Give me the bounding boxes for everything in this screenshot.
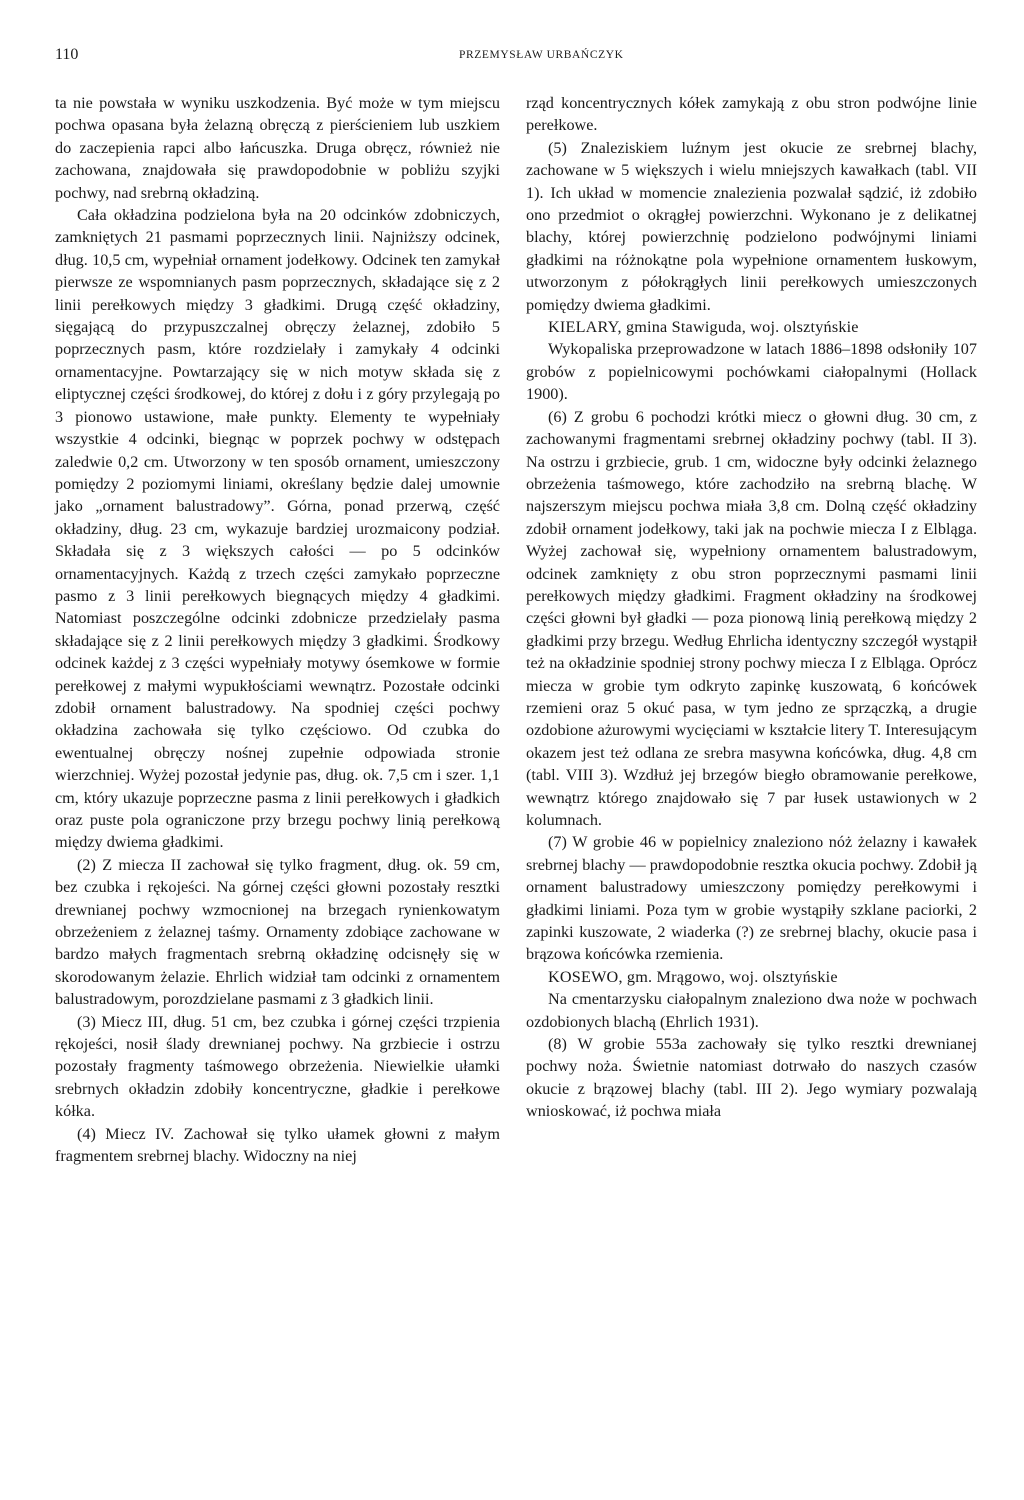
running-head (55, 46, 964, 70)
running-head-author: PRZEMYSŁAW URBAŃCZYK (459, 49, 624, 61)
paragraph: (8) W grobie 553a zachowały się tylko resztki drewnianej pochwy noża. Świetnie natomiast dotrwało do naszych czasów okucie z brązowej blachy (tabl. III 2). Jego wymiary pozwalają wnioskować, iż pochwa miała (526, 1035, 977, 1121)
paragraph: (4) Miecz IV. Zachował się tylko ułamek głowni z małym fragmentem srebrnej blachy. Widoczny na niej (55, 1124, 500, 1166)
paragraph: (5) Znaleziskiem luźnym jest okucie ze srebrnej blachy, zachowane w 5 większych i wielu mniejszych kawałkach (tabl. VII 1). Ich układ w momencie znalezienia pozwalał sądzić, iż zdobiło ono przedmiot o okrągłej powierzchni. Wykonano je z delikatnej blachy, której powierzchnię podzielono podwójnymi liniami gładkimi na różnokątne pola wypełnione ornamentem łuskowym, utworzonym z półokrągłych linii perełkowych umieszczonych pomiędzy dwiema gładkimi. (526, 138, 977, 314)
paragraph: (2) Z miecza II zachował się tylko fragment, dług. ok. 59 cm, bez czubka i rękojeści. Na górnej części głowni pozostały resztki drewnianej pochwy wzmocnionej na brzegach rynienkowatym obrzeżeniem z żelaznej taśmy. Ornamenty zdobiące zachowane w bardzo małych fragmentach srebrną okładzinę odcisnęły się w skorodowanym żelazie. Ehrlich widział tam odcinki z ornamentem balustradowym, porozdzielane pasmami z 3 gładkich linii. (55, 855, 500, 1009)
paragraph: (3) Miecz III, dług. 51 cm, bez czubka i górnej części trzpienia rękojeści, nosił ślady drewnianej pochwy. Na grzbiecie i ostrzu pozostały fragmenty taśmowego obrzeżenia. Niewielkie ułamki srebrnych okładzin zdobiły koncentryczne, gładkie i perełkowe kółka. (55, 1012, 500, 1121)
paragraph: rząd koncentrycznych kółek zamykają z obu stron podwójne linie perełkowe. (526, 94, 977, 135)
paragraph: ta nie powstała w wyniku uszkodzenia. Być może w tym miejscu pochwa opasana była żelazną obręczą z pierścieniem lub uszkiem do zaczepienia rapci albo łańcuszka. Druga obręcz, również nie zachowana, znajdowała się prawdopodobnie w pobliżu szyjki pochwy, nad srebrną okładziną. (55, 94, 500, 202)
paragraph: Na cmentarzysku ciałopalnym znaleziono dwa noże w pochwach ozdobionych blachą (Ehrlich 1931). (526, 990, 977, 1031)
page-number: 110 (55, 46, 79, 63)
site-heading-kosewo: KOSEWO, gm. Mrągowo, woj. olsztyńskie (548, 967, 838, 986)
paragraph: Wykopaliska przeprowadzone w latach 1886–1898 odsłoniły 107 grobów z popielnicowymi pochówkami ciałopalnymi (Hollack 1900). (526, 340, 977, 404)
paragraph: (6) Z grobu 6 pochodzi krótki miecz o głowni dług. 30 cm, z zachowanymi fragmentami srebrnej okładziny pochwy (tabl. II 3). Na ostrzu i grzbiecie, grub. 1 cm, widoczne były odcinki żelaznego obrzeżenia taśmowego, które zachodziło na srebrną blachę. W najszerszym miejscu pochwa miała 3,8 cm. Dolną część okładziny zdobił ornament jodełkowy, taki jak na pochwie miecza I z Elbląga. Wyżej zachował się, wypełniony ornamentem balustradowym, odcinek zamknięty z obu stron poprzecznymi pasmami linii perełkowych między gładkimi. Fragment okładziny na środkowej części głowni był gładki — poza pionową linią perełkową między 2 gładkimi przy brzegu. Według Ehrlicha identyczny szczegół wystąpił też na okładzinie spodniej strony pochwy miecza I z Elbląga. Oprócz miecza w grobie tym odkryto zapinkę kuszowatą, 6 końcówek rzemieni oraz 5 okuć pasa, w tym jedno ze sprzączką, a drugie ozdobione ażurowymi wycięciami w kształcie litery T. Interesującym okazem jest też odlana ze srebra masywna końcówka, dług. 4,8 cm (tabl. VIII 3). Wzdłuż jej brzegów biegło obramowanie perełkowe, wewnątrz którego znajdowało się 7 par łusek ustawionych w 2 kolumnach. (526, 407, 977, 829)
left-column (55, 92, 500, 1168)
paragraph: Cała okładzina podzielona była na 20 odcinków zdobniczych, zamkniętych 21 pasmami poprzecznych linii. Najniższy odcinek, dług. 10,5 cm, wypełniał ornament jodełkowy. Odcinek ten zamykał pierwsze ze wspomnianych pasm poprzecznych, składające się z 2 linii perełkowych między 3 gładkimi. Drugą część okładziny, sięgającą do przypuszczalnej obręczy żelaznej, zdobiło 5 poprzecznych pasm, które rozdzielały i zamykały 4 odcinki ornamentacyjne. Powtarzający się w nich motyw składa się z eliptycznej części środkowej, do której z dołu i z góry przylegają po 3 pionowo ustawione, małe punkty. Elementy te wypełniały wszystkie 4 odcinki, biegnąc w poprzek pochwy w odstępach zaledwie 0,2 cm. Utworzony w ten sposób ornament, umieszczony pomiędzy 2 poziomymi liniami, określany będzie dalej umownie jako „ornament balustradowy”. Górna, ponad przerwą, część okładziny, dług. 23 cm, wykazuje bardziej urozmaicony podział. Składała się z 3 większych całości — po 5 odcinków ornamentacyjnych. Każdą z trzech części zamykało poprzeczne pasmo z 3 linii perełkowych biegnących między 4 gładkimi. Natomiast poszczególne odcinki zdobnicze przedzielały pasma składające się z 2 linii perełkowych między 3 gładkimi. Środkowy odcinek każdej z 3 części wypełniały motywy ósemkowe w formie perełkowej z małymi wypukłościami wewnątrz. Pozostałe odcinki zdobił ornament balustradowy. Na spodniej części pochwy okładzina zachowała się tylko częściowo. Od czubka do ewentualnej obręczy nośnej zupełnie odpowiada stronie wierzchniej. Wyżej pozostał jedynie pas, dług. ok. 7,5 cm i szer. 1,1 cm, który ukazuje poprzeczne pasma z linii perełkowych i gładkich oraz puste pola ograniczone przy brzegu pochwy linią perełkową między dwiema gładkimi. (55, 206, 500, 852)
right-column (526, 92, 977, 1123)
paragraph: (7) W grobie 46 w popielnicy znaleziono nóż żelazny i kawałek srebrnej blachy — prawdopodobnie resztka okucia pochwy. Zdobił ją ornament balustradowy umieszczony pomiędzy perełkowymi i gładkimi liniami. Poza tym w grobie wystąpiły szklane paciorki, 2 zapinki kuszowate, 2 wiaderka (?) ze srebrnej blachy, okucie pasa i brązowa końcówka rzemienia. (526, 833, 977, 964)
site-heading-kielary: KIELARY, gmina Stawiguda, woj. olsztyńskie (548, 318, 859, 337)
